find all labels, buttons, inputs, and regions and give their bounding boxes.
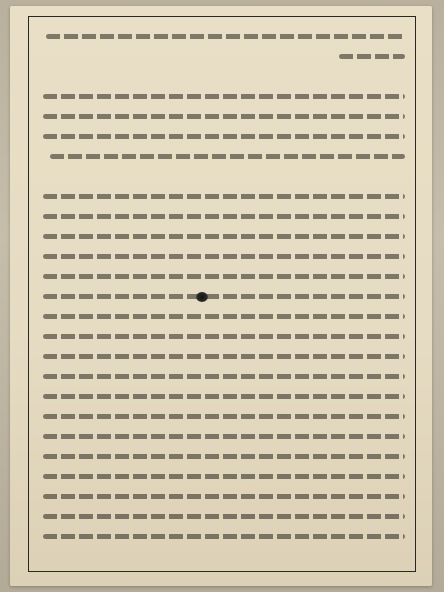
text-body	[39, 25, 405, 563]
text-line	[39, 85, 405, 105]
paragraph-4	[39, 505, 405, 545]
ink-blot	[196, 292, 208, 302]
paragraph-2	[39, 85, 405, 185]
text-line	[39, 265, 405, 285]
text-line	[39, 105, 405, 125]
text-line	[39, 145, 405, 165]
text-line	[39, 465, 405, 485]
text-line	[39, 365, 405, 385]
document-page	[10, 6, 432, 586]
text-line	[39, 45, 405, 65]
text-line	[39, 345, 405, 365]
text-line	[39, 425, 405, 445]
page-border	[28, 16, 416, 572]
text-line	[39, 245, 405, 265]
text-line	[39, 525, 405, 545]
text-line	[39, 485, 405, 505]
text-line	[39, 25, 405, 45]
text-line	[39, 205, 405, 225]
text-line	[39, 125, 405, 145]
paragraph-3	[39, 185, 405, 505]
text-line	[39, 445, 405, 465]
text-line	[39, 405, 405, 425]
text-line	[39, 65, 405, 85]
text-line	[39, 505, 405, 525]
text-line	[39, 385, 405, 405]
text-line	[39, 285, 405, 305]
text-line	[39, 165, 405, 185]
text-line	[39, 325, 405, 345]
text-line	[39, 185, 405, 205]
paragraph-1	[39, 25, 405, 85]
text-line	[39, 225, 405, 245]
text-line	[39, 305, 405, 325]
